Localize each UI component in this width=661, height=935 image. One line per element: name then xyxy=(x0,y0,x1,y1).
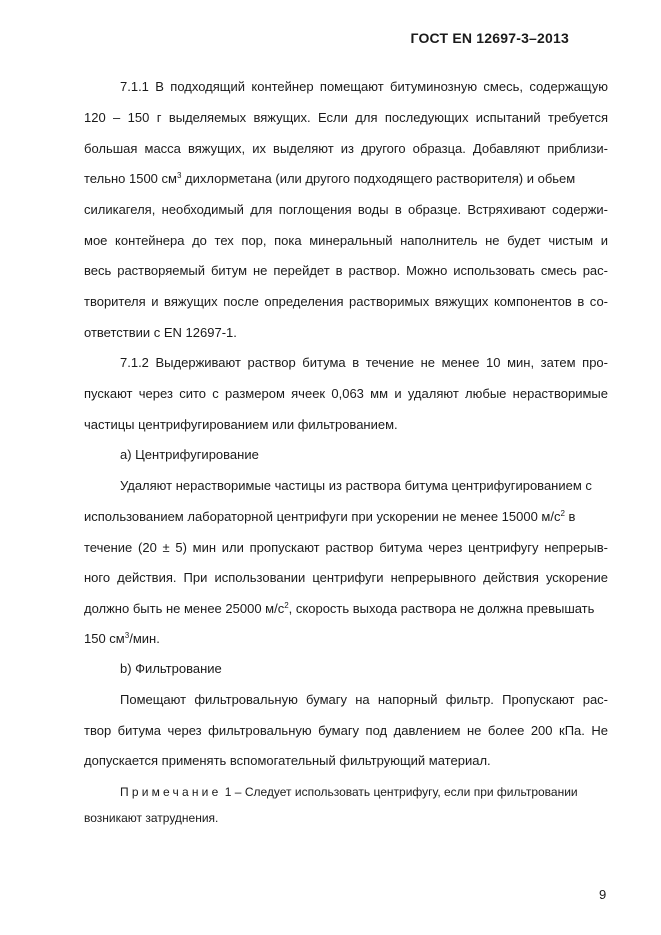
p711-line-7: весь растворяемый битум не перейдет в раствор. Можно использовать смесь рас- xyxy=(84,263,608,278)
p711-line-9: ответствии с EN 12697-1. xyxy=(84,325,237,340)
item-b-line-2: твор битума через фильтровальную бумагу под давлением не более 200 кПа. Не xyxy=(84,723,608,738)
item-b-title: b) Фильтрование xyxy=(120,661,222,676)
item-a-line-6 xyxy=(84,631,608,649)
item-a-line-2-b: в xyxy=(564,509,576,524)
note-line-1 xyxy=(120,784,608,800)
p711-line-5: силикагеля, необходимый для поглощения воды в образце. Встряхивают содержи- xyxy=(84,202,608,217)
p712-line-2: пускают через сито с размером ячеек 0,063 мм и удаляют любые нерастворимые xyxy=(84,386,608,401)
item-a-line-5-b: , скорость выхода раствора не должна превышать xyxy=(288,601,595,616)
p712-line-3: частицы центрифугированием или фильтрованием. xyxy=(84,417,398,432)
p711-line-1: 7.1.1 В подходящий контейнер помещают битуминозную смесь, содержащую xyxy=(120,79,608,94)
item-a-line-1: Удаляют нерастворимые частицы из раствора битума центрифугированием с xyxy=(120,478,592,493)
p711-line-4 xyxy=(84,171,608,189)
p711-line-4-a: тельно 1500 см xyxy=(84,171,177,186)
item-a-title: а) Центрифугирование xyxy=(120,447,259,462)
superscript: 3 xyxy=(176,171,182,180)
superscript: 2 xyxy=(284,601,289,610)
p711-line-8: творителя и вяжущих после определения растворимых вяжущих компонентов в со- xyxy=(84,294,608,309)
p711-line-3: большая масса вяжущих, их выделяют из другого образца. Добавляют приблизи- xyxy=(84,141,608,156)
item-a-line-4: ного действия. При использовании центрифуги непрерывного действия ускорение xyxy=(84,570,608,585)
p711-line-2: 120 – 150 г выделяемых вяжущих. Если для последующих испытаний требуется xyxy=(84,110,608,125)
item-a-line-5-a: должно быть не менее 25000 м/с xyxy=(84,601,285,616)
page-number: 9 xyxy=(599,887,607,902)
note-lead: Примечание xyxy=(120,785,222,799)
p711-line-4-b: дихлорметана (или другого подходящего растворителя) и обьем xyxy=(181,171,576,186)
note-text: 1 – Следует использовать центрифугу, если при фильтровании xyxy=(221,785,578,799)
p712-line-1: 7.1.2 Выдерживают раствор битума в течение не менее 10 мин, затем про- xyxy=(120,355,608,370)
item-a-line-2-a: использованием лабораторной центрифуги при ускорении не менее 15000 м/с xyxy=(84,509,561,524)
item-a-line-6-b: /мин. xyxy=(129,631,160,646)
item-a-line-2 xyxy=(84,509,608,527)
item-a-line-5 xyxy=(84,601,608,619)
item-b-line-3: допускается применять вспомогательный фильтрующий материал. xyxy=(84,753,491,768)
standard-code-header: ГОСТ EN 12697-3–2013 xyxy=(410,30,569,46)
superscript: 2 xyxy=(560,509,565,518)
superscript: 3 xyxy=(124,631,130,640)
item-a-line-6-a: 150 см xyxy=(84,631,125,646)
note-line-2: возникают затруднения. xyxy=(84,811,219,825)
item-b-line-1: Помещают фильтровальную бумагу на напорный фильтр. Пропускают рас- xyxy=(120,692,608,707)
item-a-line-3: течение (20 ± 5) мин или пропускают раствор битума через центрифугу непрерыв- xyxy=(84,540,608,555)
p711-line-6: мое контейнера до тех пор, пока минеральный наполнитель не будет чистым и xyxy=(84,233,608,248)
